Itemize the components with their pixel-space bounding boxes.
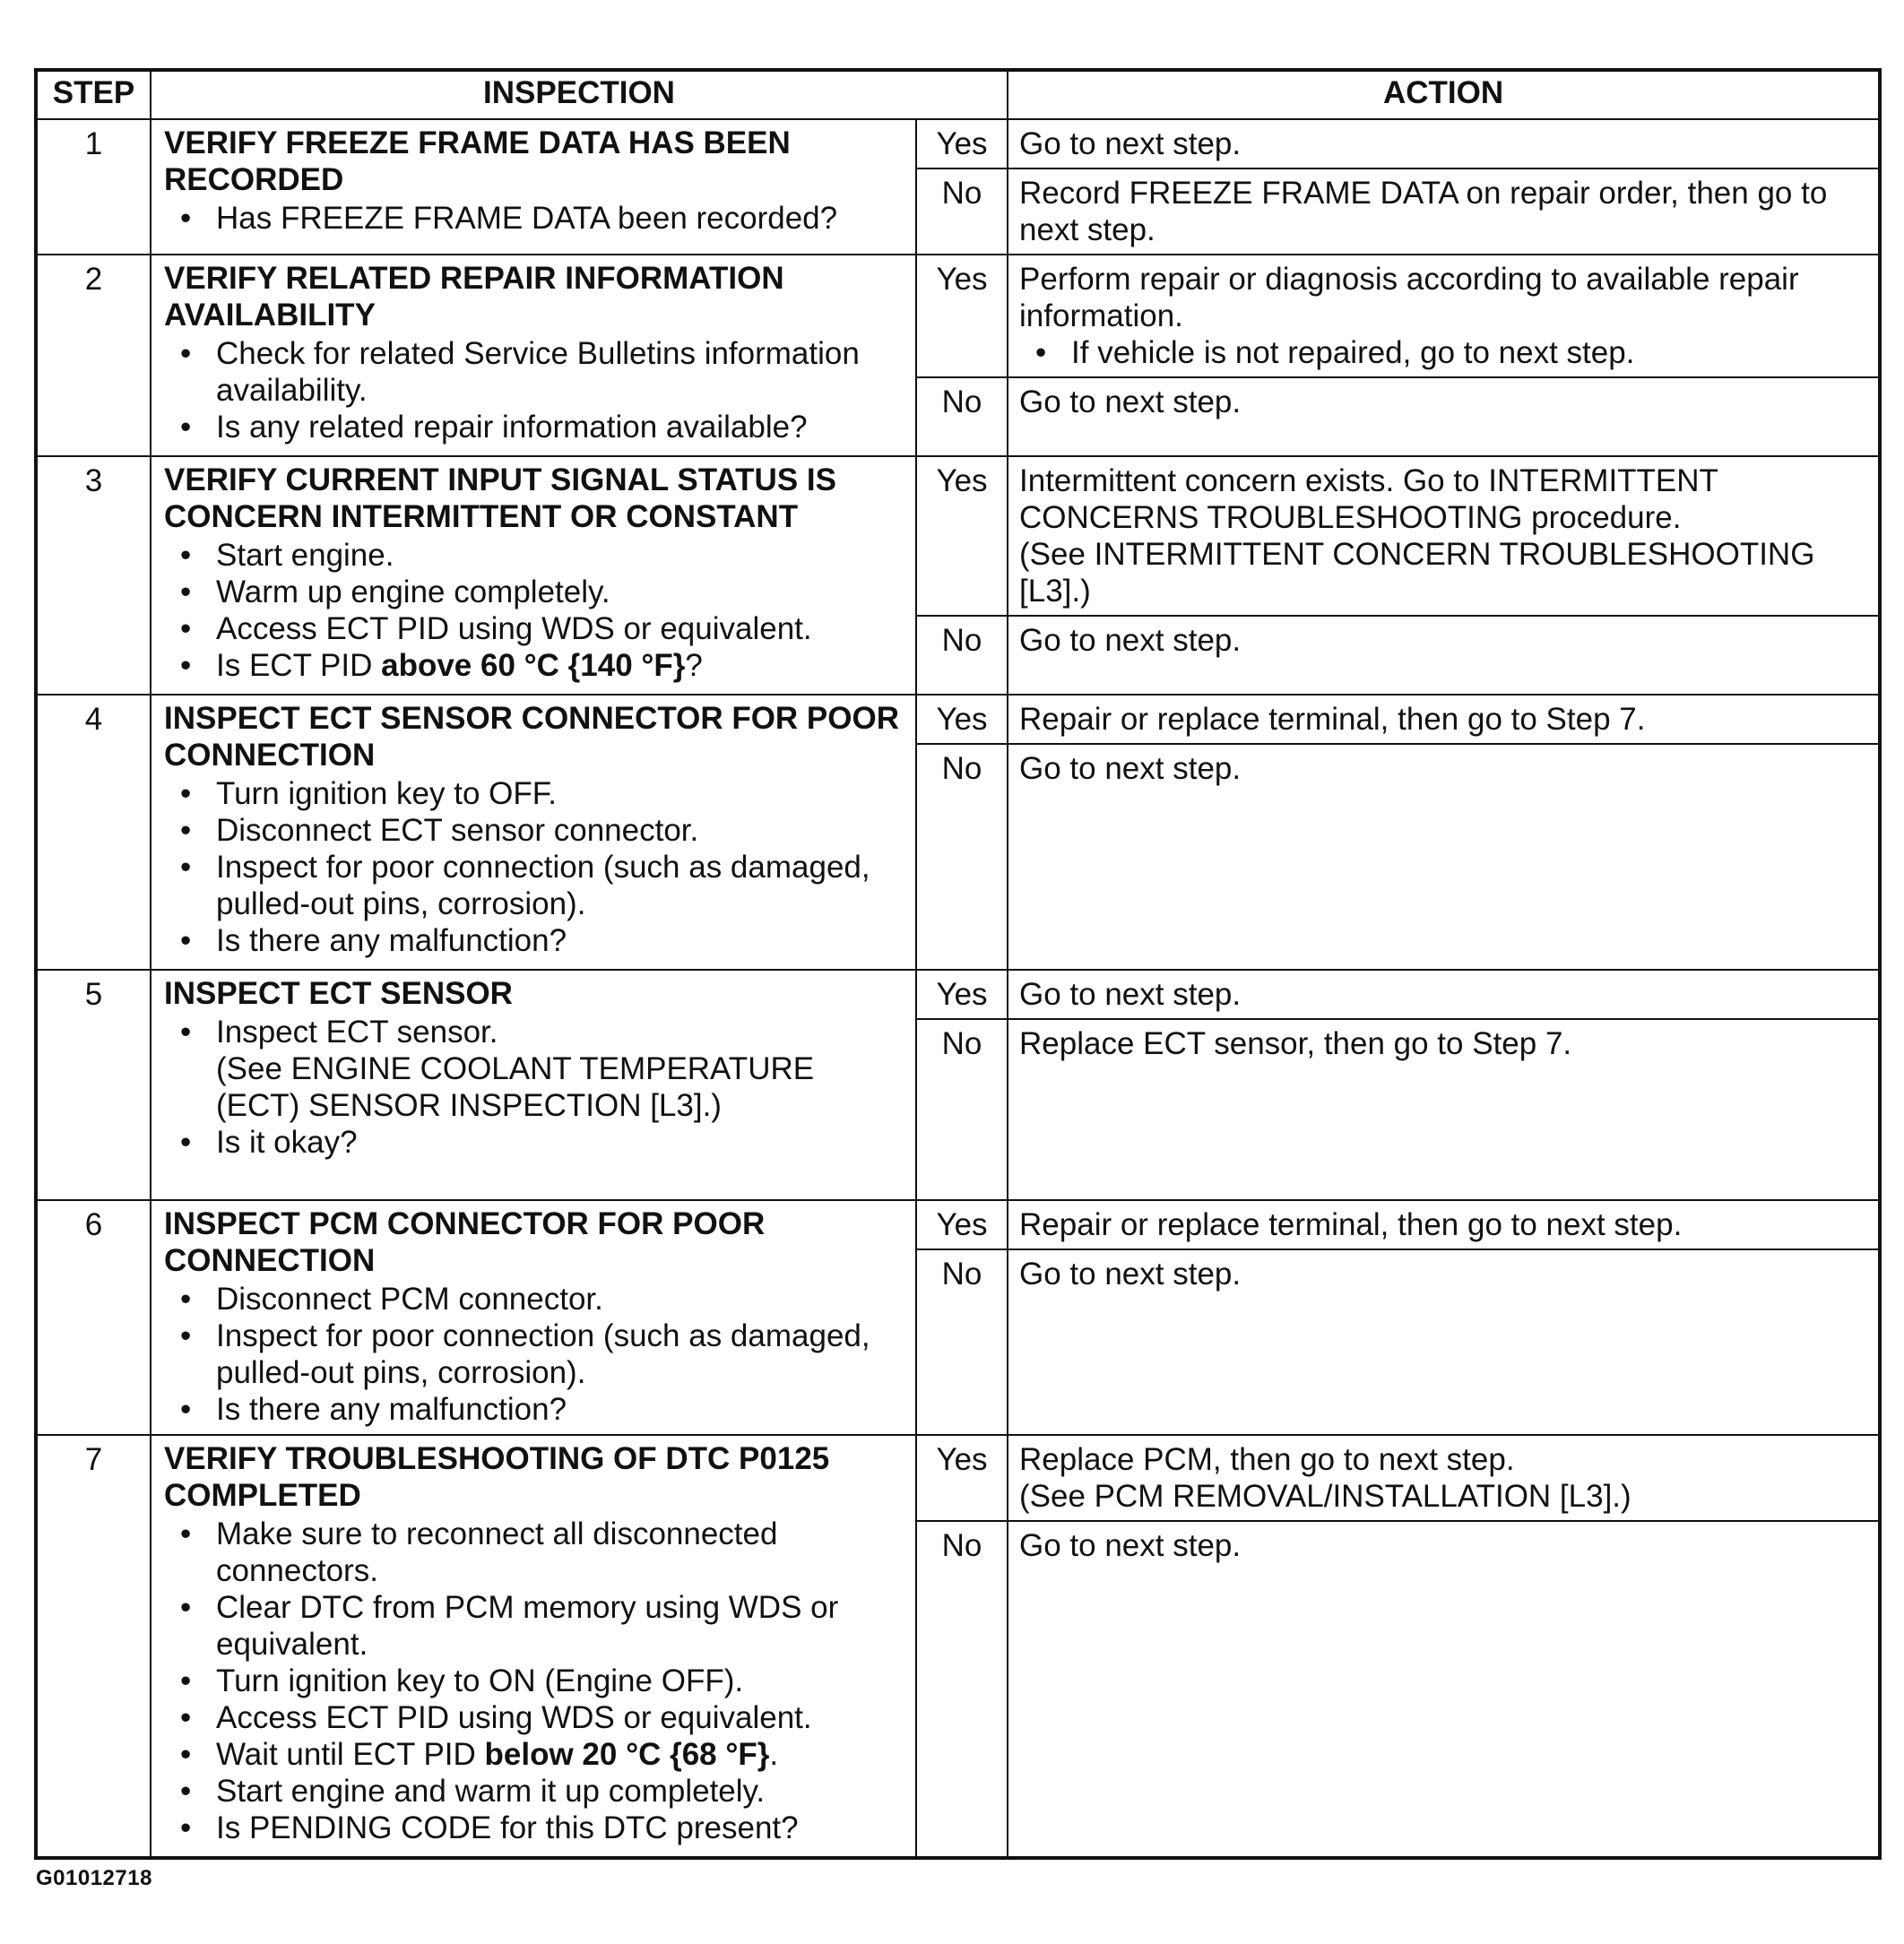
table-row — [36, 119, 1880, 168]
step-number: 6 — [36, 1200, 151, 1435]
inspection-bullet: • Has FREEZE FRAME DATA been recorded? — [164, 200, 906, 237]
no-label: No — [916, 1521, 1008, 1858]
action-line: Repair or replace terminal, then go to next step. — [1019, 1207, 1683, 1242]
action-line: Go to next step. — [1019, 977, 1242, 1012]
step-number: 3 — [36, 456, 151, 695]
action-line: Replace ECT sensor, then go to Step 7. — [1019, 1026, 1572, 1061]
table-row — [36, 1200, 1880, 1249]
inspection-bullet: • Check for related Service Bulletins information availability. — [164, 335, 906, 409]
inspection-bullet: • Disconnect PCM connector. — [164, 1281, 906, 1318]
emphasis-pre: Wait until ECT PID — [216, 1737, 485, 1772]
step-number: 4 — [36, 695, 151, 970]
action-line: Go to next step. — [1019, 751, 1242, 786]
inspection-cell — [151, 255, 916, 456]
inspection-bullets — [164, 200, 906, 237]
no-label: No — [916, 377, 1008, 456]
action-line: Record FREEZE FRAME DATA on repair order, then go to next step. — [1019, 176, 1828, 247]
table-row — [36, 255, 1880, 377]
step-number: 1 — [36, 119, 151, 255]
table-row — [36, 1435, 1880, 1521]
no-label: No — [916, 616, 1008, 695]
inspection-bullet: • Is there any malfunction? — [164, 1391, 906, 1428]
yes-label: Yes — [916, 119, 1008, 168]
inspection-cell — [151, 970, 916, 1200]
emphasis-post: ? — [685, 648, 703, 683]
inspection-bullet: • Inspect ECT sensor. (See ENGINE COOLANT TEMPERATURE (ECT) SENSOR INSPECTION [L3].) — [164, 1014, 906, 1124]
no-label: No — [916, 1019, 1008, 1200]
no-action — [1008, 616, 1880, 695]
header-action: ACTION — [1008, 70, 1880, 119]
inspection-bullet: • Make sure to reconnect all disconnected connectors. — [164, 1516, 906, 1589]
action-line: Go to next step. — [1019, 384, 1242, 419]
step-number: 2 — [36, 255, 151, 456]
action-line: (See INTERMITTENT CONCERN TROUBLESHOOTING [L3].) — [1019, 537, 1815, 609]
yes-action — [1008, 1435, 1880, 1521]
inspection-bullet: • Clear DTC from PCM memory using WDS or equivalent. — [164, 1589, 906, 1663]
yes-action — [1008, 119, 1880, 168]
inspection-bullet: • Warm up engine completely. — [164, 574, 906, 610]
no-action — [1008, 1019, 1880, 1200]
no-action — [1008, 1249, 1880, 1435]
yes-label: Yes — [916, 970, 1008, 1019]
action-bullets — [1019, 334, 1869, 371]
action-line: Replace PCM, then go to next step. — [1019, 1442, 1515, 1477]
diagnostic-table — [34, 68, 1882, 1860]
yes-action — [1008, 456, 1880, 616]
action-line: (See PCM REMOVAL/INSTALLATION [L3].) — [1019, 1479, 1631, 1514]
inspection-bullet: • Disconnect ECT sensor connector. — [164, 812, 906, 849]
inspection-title: INSPECT PCM CONNECTOR FOR POOR CONNECTION — [164, 1206, 766, 1278]
inspection-cell — [151, 1435, 916, 1858]
yes-label: Yes — [916, 1200, 1008, 1249]
inspection-bullet: • Is it okay? — [164, 1124, 906, 1161]
inspection-bullet: • Start engine. — [164, 537, 906, 574]
inspection-bullet: • Turn ignition key to OFF. — [164, 775, 906, 812]
yes-label: Yes — [916, 695, 1008, 744]
action-line: Intermittent concern exists. Go to INTERMITTENT CONCERNS TROUBLESHOOTING procedure. — [1019, 463, 1718, 535]
yes-label: Yes — [916, 456, 1008, 616]
inspection-bullet: • Is PENDING CODE for this DTC present? — [164, 1810, 906, 1846]
action-bullet: • If vehicle is not repaired, go to next step. — [1019, 334, 1869, 371]
table-row — [36, 456, 1880, 616]
step-number: 5 — [36, 970, 151, 1200]
action-line: Go to next step. — [1019, 1528, 1242, 1563]
inspection-bullets — [164, 1014, 906, 1161]
figure-id: G01012718 — [36, 1866, 152, 1890]
table-row — [36, 970, 1880, 1019]
inspection-bullet: • Inspect for poor connection (such as damaged, pulled-out pins, corrosion). — [164, 1318, 906, 1391]
inspection-bullets — [164, 1516, 906, 1846]
inspection-bullet-emphasis — [164, 1736, 906, 1773]
inspection-bullets — [164, 1281, 906, 1428]
inspection-bullet: • Is there any malfunction? — [164, 922, 906, 959]
action-line: Go to next step. — [1019, 623, 1242, 658]
inspection-bullet: • Start engine and warm it up completely. — [164, 1773, 906, 1810]
yes-label: Yes — [916, 1435, 1008, 1521]
no-label: No — [916, 1249, 1008, 1435]
inspection-bullet: • Access ECT PID using WDS or equivalent. — [164, 1699, 906, 1736]
inspection-cell — [151, 119, 916, 255]
inspection-title: INSPECT ECT SENSOR — [164, 976, 513, 1011]
header-step: STEP — [36, 70, 151, 119]
action-line: Go to next step. — [1019, 126, 1242, 161]
no-label: No — [916, 168, 1008, 255]
action-line: Perform repair or diagnosis according to available repair information. — [1019, 262, 1799, 333]
inspection-bullet-emphasis — [164, 647, 906, 684]
table-body — [36, 119, 1880, 1858]
step-number: 7 — [36, 1435, 151, 1858]
emphasis-bold: below 20 °C {68 °F} — [484, 1737, 770, 1772]
table-header-row — [36, 70, 1880, 119]
inspection-bullets — [164, 335, 906, 445]
inspection-cell — [151, 695, 916, 970]
action-line: Go to next step. — [1019, 1257, 1242, 1292]
emphasis-bold: above 60 °C {140 °F} — [381, 648, 686, 683]
inspection-cell — [151, 456, 916, 695]
inspection-title: VERIFY FREEZE FRAME DATA HAS BEEN RECORDED — [164, 125, 791, 197]
no-action — [1008, 744, 1880, 970]
inspection-title: VERIFY CURRENT INPUT SIGNAL STATUS IS CONCERN INTERMITTENT OR CONSTANT — [164, 462, 836, 534]
emphasis-pre: Is ECT PID — [216, 648, 382, 683]
no-label: No — [916, 744, 1008, 970]
action-line: Repair or replace terminal, then go to Step 7. — [1019, 702, 1646, 737]
yes-action — [1008, 1200, 1880, 1249]
yes-action — [1008, 695, 1880, 744]
yes-label: Yes — [916, 255, 1008, 377]
emphasis-post: . — [769, 1737, 779, 1772]
inspection-cell — [151, 1200, 916, 1435]
inspection-bullets — [164, 537, 906, 684]
inspection-bullets — [164, 775, 906, 959]
inspection-bullet: • Turn ignition key to ON (Engine OFF). — [164, 1663, 906, 1699]
inspection-title: VERIFY TROUBLESHOOTING OF DTC P0125 COMPLETED — [164, 1441, 830, 1513]
no-action — [1008, 1521, 1880, 1858]
no-action — [1008, 168, 1880, 255]
inspection-bullet: • Inspect for poor connection (such as damaged, pulled-out pins, corrosion). — [164, 849, 906, 922]
table-row — [36, 695, 1880, 744]
no-action — [1008, 377, 1880, 456]
inspection-bullet: • Is any related repair information available? — [164, 409, 906, 445]
inspection-title: INSPECT ECT SENSOR CONNECTOR FOR POOR CONNECTION — [164, 701, 899, 773]
inspection-bullet: • Access ECT PID using WDS or equivalent. — [164, 610, 906, 647]
yes-action — [1008, 255, 1880, 377]
inspection-title: VERIFY RELATED REPAIR INFORMATION AVAILABILITY — [164, 261, 784, 333]
yes-action — [1008, 970, 1880, 1019]
header-inspection: INSPECTION — [151, 70, 1008, 119]
